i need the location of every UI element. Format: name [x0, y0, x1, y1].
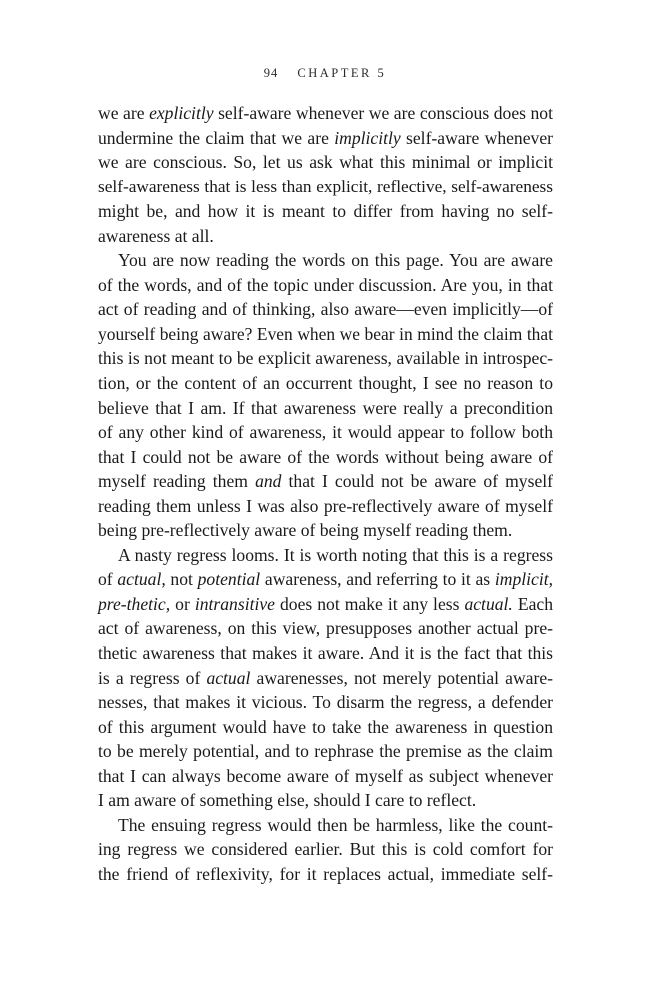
italic-text: implicitly: [334, 127, 401, 148]
text-run: act of awareness, on this view, presupposes another actual pre-: [98, 618, 553, 639]
text-run: believe that I am. If that awareness were really a precondition: [98, 397, 553, 418]
text-run: ing regress we considered earlier. But this is cold comfort for: [98, 839, 553, 860]
text-line: [98, 837, 553, 862]
text-run: is a regress of: [98, 667, 207, 688]
text-line: [98, 224, 553, 249]
italic-text: potential: [197, 569, 261, 590]
italic-text: implicit,: [494, 569, 553, 590]
text-line: [98, 813, 553, 838]
text-run: not: [165, 569, 198, 590]
text-line: [98, 322, 553, 347]
italic-text: actual: [206, 667, 251, 688]
text-line: [98, 494, 553, 519]
text-line: [98, 469, 553, 494]
text-run: act of reading and of thinking, also aware—even implicitly—of: [98, 299, 553, 320]
text-run: A nasty regress looms. It is worth noting that this is a regress: [118, 544, 553, 565]
text-line: [98, 445, 553, 470]
text-line: [98, 641, 553, 666]
text-run: undermine the claim that we are: [98, 127, 335, 148]
text-line: [98, 346, 553, 371]
text-line: [98, 739, 553, 764]
text-line: [98, 396, 553, 421]
running-head: [0, 66, 650, 81]
text-run: that I could not be aware of the words without being aware of: [98, 446, 553, 467]
text-run: or: [170, 593, 195, 614]
text-run: I am aware of something else, should I care to reflect.: [98, 790, 477, 811]
text-line: [98, 543, 553, 568]
text-line: [98, 175, 553, 200]
text-run: does not make it any less: [274, 593, 465, 614]
text-run: reading them unless I was also pre-reflectively aware of myself: [98, 495, 553, 516]
text-line: [98, 862, 553, 887]
text-line: [98, 126, 553, 151]
text-line: [98, 248, 553, 273]
text-run: yourself being aware? Even when we bear in mind the claim that: [98, 323, 553, 344]
italic-text: actual.: [464, 593, 513, 614]
text-line: [98, 788, 553, 813]
text-line: [98, 690, 553, 715]
italic-text: pre-thetic,: [98, 593, 171, 614]
text-run: of this argument would have to take the awareness in question: [98, 716, 553, 737]
text-run: thetic awareness that makes it aware. And it is the fact that this: [98, 643, 553, 664]
text-run: nesses, that makes it vicious. To disarm the regress, a defender: [98, 692, 553, 713]
text-run: of: [98, 569, 118, 590]
text-run: of any other kind of awareness, it would appear to follow both: [98, 422, 553, 443]
text-run: tion, or the content of an occurrent thought, I see no reason to: [98, 373, 553, 394]
text-run: that I could not be aware of myself: [281, 471, 554, 492]
body-text: [98, 101, 553, 887]
text-run: this is not meant to be explicit awareness, available in introspec-: [98, 348, 553, 369]
italic-text: intransitive: [194, 593, 275, 614]
text-run: that I can always become aware of myself as subject whenever: [98, 765, 553, 786]
text-run: self-aware whenever we are conscious does not: [213, 103, 553, 123]
italic-text: explicitly: [149, 103, 214, 123]
text-line: [98, 518, 553, 543]
text-line: [98, 764, 553, 789]
text-run: awareness at all.: [98, 225, 214, 246]
text-line: [98, 567, 553, 592]
text-run: awarenesses, not merely potential aware-: [250, 667, 554, 688]
italic-text: actual,: [117, 569, 166, 590]
text-line: [98, 199, 553, 224]
text-line: [98, 371, 553, 396]
text-line: [98, 297, 553, 322]
text-run: The ensuing regress would then be harmless, like the count-: [118, 814, 553, 835]
text-run: self-aware whenever: [400, 127, 554, 148]
page-number: 94: [263, 66, 279, 80]
text-line: [98, 616, 553, 641]
text-run: myself reading them: [98, 471, 256, 492]
text-line: [98, 273, 553, 298]
text-run: of the words, and of the topic under discussion. Are you, in that: [98, 274, 553, 295]
text-line: [98, 101, 553, 126]
text-line: [98, 150, 553, 175]
text-run: we are: [98, 103, 150, 123]
text-line: [98, 715, 553, 740]
text-run: awareness, and referring to it as: [260, 569, 495, 590]
text-line: [98, 420, 553, 445]
text-run: You are now reading the words on this page. You are aware: [118, 250, 553, 271]
chapter-label: CHAPTER 5: [297, 66, 387, 80]
italic-text: and: [255, 471, 282, 492]
text-line: [98, 666, 553, 691]
text-run: to be merely potential, and to rephrase the premise as the claim: [98, 741, 553, 762]
text-run: self-awareness that is less than explicit, reflective, self-awareness: [98, 176, 553, 196]
text-run: might be, and how it is meant to differ from having no self-: [98, 201, 553, 222]
text-run: being pre-reflectively aware of being myself reading them.: [98, 520, 513, 541]
text-run: we are conscious. So, let us ask what this minimal or implicit: [98, 152, 553, 173]
text-line: [98, 592, 553, 617]
text-run: the friend of reflexivity, for it replaces actual, immediate self-: [98, 863, 553, 884]
text-run: Each: [512, 593, 553, 614]
